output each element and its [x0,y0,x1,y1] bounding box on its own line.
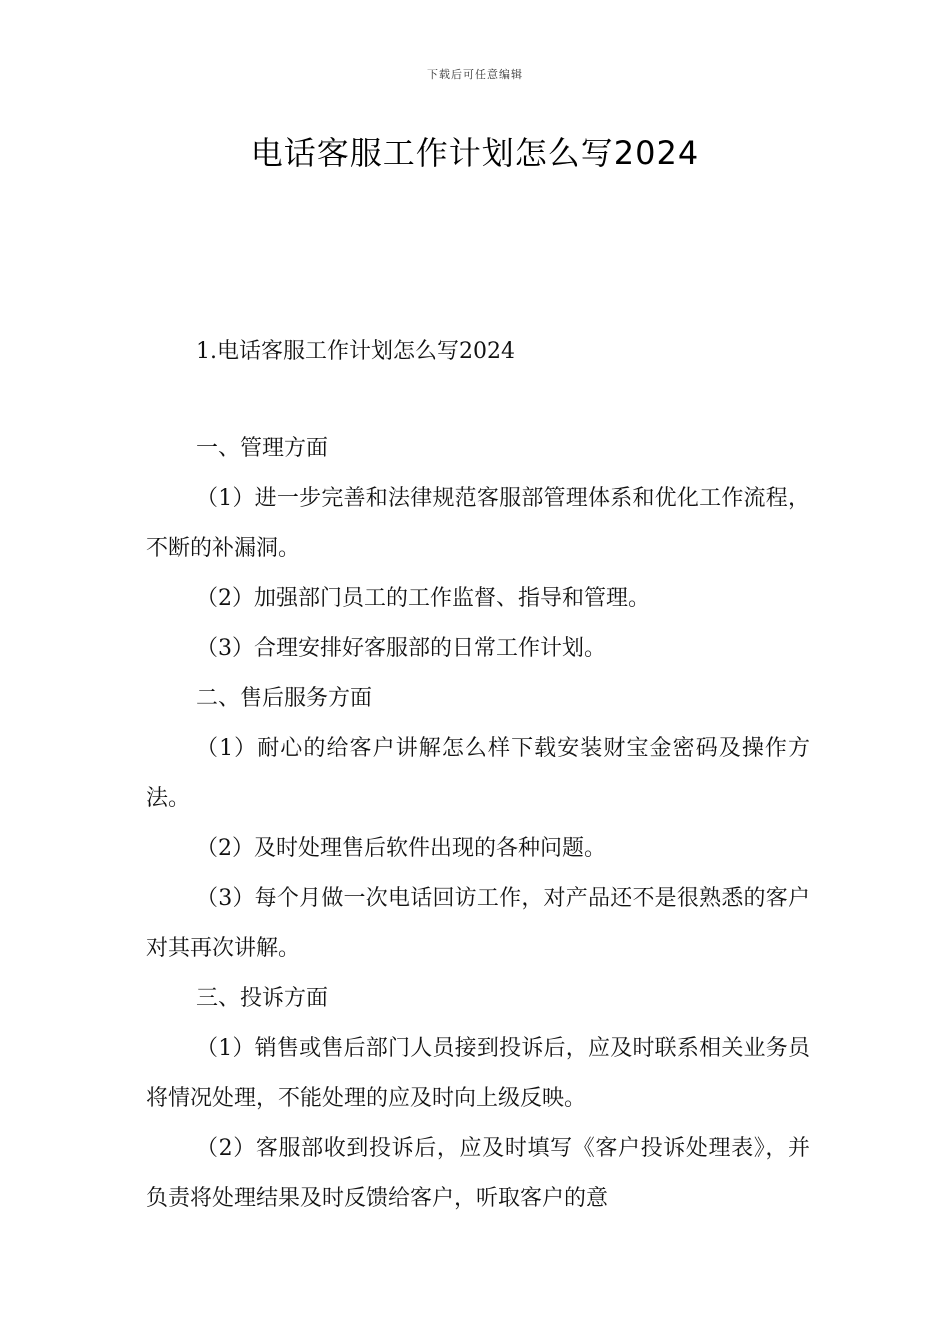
paragraph: （2）加强部门员工的工作监督、指导和管理。 [196,586,650,611]
document-title: 电话客服工作计划怎么写2024 [250,134,700,172]
paragraph: （3）合理安排好客服部的日常工作计划。 [196,636,606,661]
document-body [146,424,810,1224]
paragraph: （1）耐心的给客户讲解怎么样下载安装财宝金密码及操作方法。 [146,736,810,811]
paragraph: 三、投诉方面 [196,986,329,1011]
paragraph: （1）销售或售后部门人员接到投诉后，应及时联系相关业务员将情况处理，不能处理的应及时向上级反映。 [146,1036,810,1111]
paragraph: （1）进一步完善和法律规范客服部管理体系和优化工作流程，不断的补漏洞。 [146,486,810,561]
header-note: 下载后可任意编辑 [427,68,523,81]
paragraph: 二、售后服务方面 [196,686,373,711]
paragraph: 一、管理方面 [196,436,329,461]
paragraph: （2）客服部收到投诉后，应及时填写《客户投诉处理表》，并负责将处理结果及时反馈给客户，听取客户的意 [146,1136,810,1211]
paragraph: （3）每个月做一次电话回访工作，对产品还不是很熟悉的客户对其再次讲解。 [146,886,810,961]
section-heading: 1.电话客服工作计划怎么写2024 [196,339,515,364]
paragraph: （2）及时处理售后软件出现的各种问题。 [196,836,606,861]
